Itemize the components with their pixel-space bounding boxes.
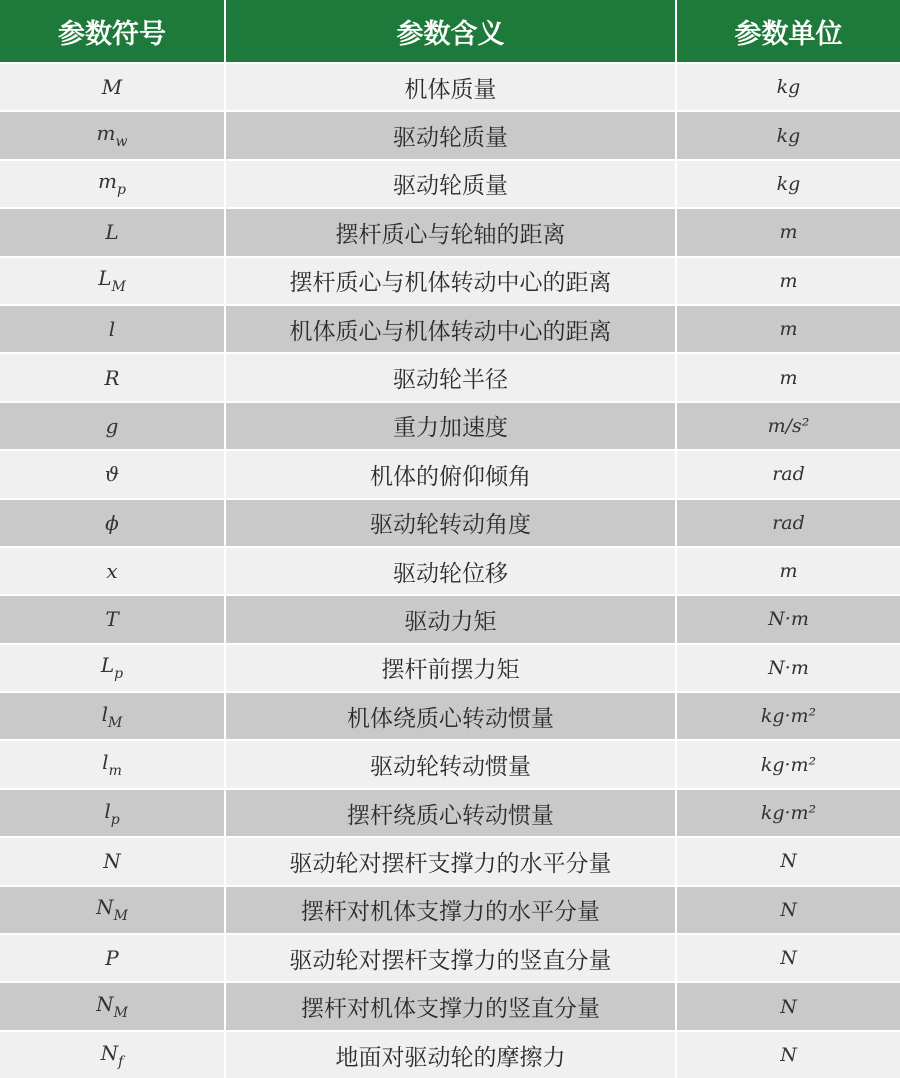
unit-cell: kg [676,111,900,159]
symbol-text: l [101,701,109,726]
unit-cell: N [676,837,900,885]
symbol-text: m [98,169,117,194]
unit-cell: N·m [676,595,900,643]
table-row [0,353,900,401]
symbol-cell [0,886,225,934]
unit-cell: kg [676,160,900,208]
meaning-cell: 摆杆对机体支撑力的竖直分量 [225,982,676,1030]
symbol-subscript: p [117,182,126,199]
meaning-cell: 驱动轮转动角度 [225,499,676,547]
symbol-subscript: m [108,763,122,780]
symbol-cell [0,934,225,982]
meaning-cell: 摆杆质心与轮轴的距离 [225,208,676,256]
unit-cell: m [676,257,900,305]
header-meaning: 参数含义 [225,0,676,63]
symbol-text: x [106,559,118,584]
unit-cell: rad [676,499,900,547]
meaning-cell: 摆杆绕质心转动惯量 [225,789,676,837]
table-row [0,208,900,256]
symbol-cell [0,450,225,498]
symbol-subscript: M [113,1005,128,1022]
symbol-text: ϕ [105,510,119,535]
table-row [0,305,900,353]
table-row [0,644,900,692]
unit-cell: m [676,547,900,595]
unit-cell: m/s² [676,402,900,450]
unit-cell: N [676,934,900,982]
symbol-text: N [96,992,114,1017]
unit-cell: kg [676,63,900,111]
symbol-cell [0,160,225,208]
unit-cell: rad [676,450,900,498]
meaning-cell: 摆杆对机体支撑力的水平分量 [225,886,676,934]
unit-cell: N [676,1031,900,1078]
meaning-cell: 驱动轮质量 [225,111,676,159]
table-row [0,789,900,837]
table-row [0,450,900,498]
symbol-subscript: M [108,714,123,731]
symbol-subscript: w [115,134,128,151]
symbol-cell [0,740,225,788]
unit-cell: kg·m² [676,692,900,740]
unit-cell: m [676,305,900,353]
table-header [0,0,900,63]
unit-cell: m [676,353,900,401]
table-row [0,595,900,643]
symbol-cell [0,353,225,401]
unit-cell: kg·m² [676,740,900,788]
symbol-text: N [100,1040,119,1065]
symbol-cell [0,63,225,111]
unit-cell: N [676,982,900,1030]
meaning-cell: 摆杆前摆力矩 [225,644,676,692]
unit-cell: N [676,886,900,934]
symbol-cell [0,402,225,450]
table-row [0,934,900,982]
table-row [0,982,900,1030]
meaning-cell: 驱动轮对摆杆支撑力的水平分量 [225,837,676,885]
table-row [0,63,900,111]
table-row [0,837,900,885]
meaning-cell: 机体质心与机体转动中心的距离 [225,305,676,353]
symbol-cell [0,789,225,837]
symbol-cell [0,1031,225,1078]
symbol-text: L [98,266,112,291]
meaning-cell: 重力加速度 [225,402,676,450]
meaning-cell: 驱动轮对摆杆支撑力的竖直分量 [225,934,676,982]
header-symbol: 参数符号 [0,0,225,63]
table-row [0,402,900,450]
symbol-cell [0,644,225,692]
meaning-cell: 驱动轮位移 [225,547,676,595]
symbol-text: l [108,317,116,342]
symbol-cell [0,547,225,595]
header-unit: 参数单位 [676,0,900,63]
symbol-cell [0,982,225,1030]
unit-cell: m [676,208,900,256]
symbol-text: N [96,895,114,920]
meaning-cell: 摆杆质心与机体转动中心的距离 [225,257,676,305]
meaning-cell: 驱动轮半径 [225,353,676,401]
table-row [0,111,900,159]
symbol-text: ϑ [104,462,120,487]
table-row [0,547,900,595]
table-row [0,886,900,934]
symbol-text: l [102,750,109,775]
table-row [0,499,900,547]
symbol-text: R [104,365,120,390]
table-body [0,63,900,1078]
symbol-cell [0,595,225,643]
symbol-text: L [105,220,119,245]
symbol-text: T [105,607,119,632]
header-row [0,0,900,63]
meaning-cell: 地面对驱动轮的摩擦力 [225,1031,676,1078]
meaning-cell: 驱动力矩 [225,595,676,643]
table-row [0,257,900,305]
table-row [0,740,900,788]
table-row [0,1031,900,1078]
symbol-cell [0,499,225,547]
symbol-subscript: f [118,1053,124,1070]
table-row [0,160,900,208]
unit-cell: kg·m² [676,789,900,837]
meaning-cell: 驱动轮转动惯量 [225,740,676,788]
symbol-text: N [103,849,121,874]
symbol-cell [0,305,225,353]
symbol-text: l [104,798,111,823]
meaning-cell: 驱动轮质量 [225,160,676,208]
symbol-subscript: p [110,811,120,828]
symbol-cell [0,257,225,305]
symbol-subscript: M [111,279,126,296]
symbol-text: m [96,121,116,146]
unit-cell: N·m [676,644,900,692]
symbol-text: L [100,653,115,678]
symbol-subscript: p [114,666,124,683]
symbol-subscript: M [113,908,128,925]
symbol-cell [0,208,225,256]
symbol-text: g [105,413,119,438]
symbol-text: M [101,75,123,100]
symbol-text: P [105,946,119,971]
symbol-cell [0,111,225,159]
symbol-cell [0,837,225,885]
meaning-cell: 机体质量 [225,63,676,111]
table-row [0,692,900,740]
meaning-cell: 机体的俯仰倾角 [225,450,676,498]
meaning-cell: 机体绕质心转动惯量 [225,692,676,740]
symbol-cell [0,692,225,740]
